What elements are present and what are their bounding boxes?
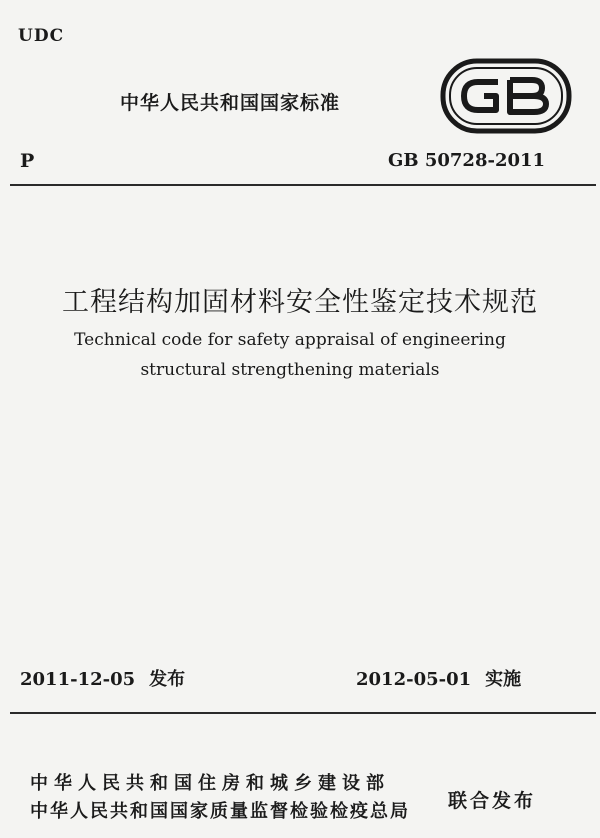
category-code: P <box>20 150 35 172</box>
title-english-line1: Technical code for safety appraisal of engineering <box>74 330 506 350</box>
title-english-line2: structural strengthening materials <box>140 360 440 380</box>
top-divider <box>10 184 596 186</box>
gb-logo-icon <box>440 58 572 134</box>
issue-date: 2011-12-05 <box>20 669 136 690</box>
effective-date-block <box>356 665 521 691</box>
joint-issue-label: 联合发布 <box>448 790 537 812</box>
udc-label: UDC <box>18 26 65 46</box>
issue-label: 发布 <box>149 669 186 690</box>
issuer-aqsiq: 中华人民共和国国家质量监督检验检疫总局 <box>30 801 410 822</box>
issuer-ministry: 中华人民共和国住房和城乡建设部 <box>30 773 390 794</box>
title-chinese: 工程结构加固材料安全性鉴定技术规范 <box>62 287 538 318</box>
standard-code: GB 50728-2011 <box>388 150 546 171</box>
effective-date: 2012-05-01 <box>356 669 472 690</box>
effective-label: 实施 <box>485 669 522 690</box>
issue-date-block <box>20 665 185 691</box>
standard-name: 中华人民共和国国家标准 <box>120 92 341 114</box>
bottom-divider <box>10 712 596 714</box>
